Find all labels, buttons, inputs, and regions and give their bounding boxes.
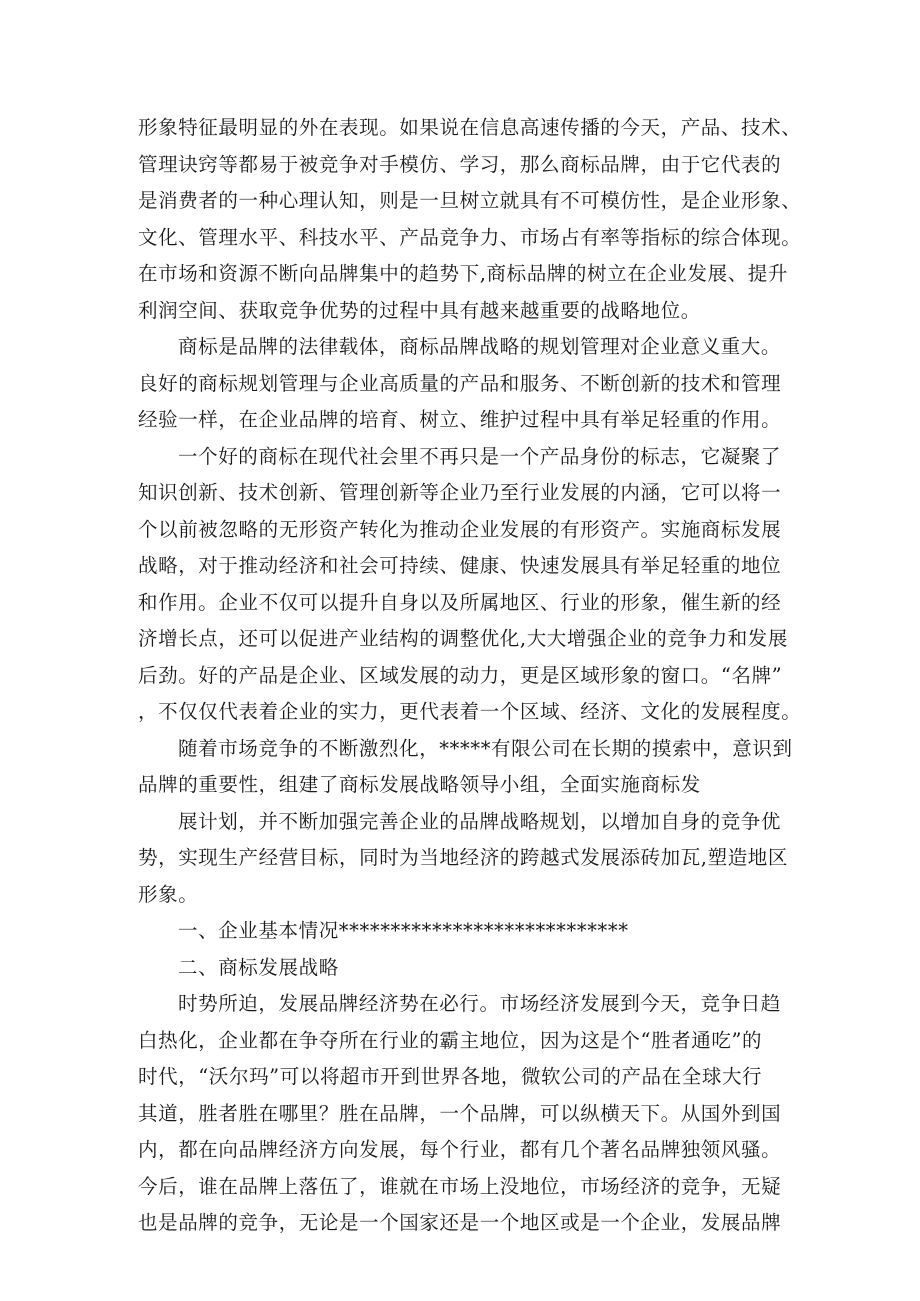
text-line: 利润空间、获取竞争优势的过程中具有越来越重要的战略地位。 xyxy=(138,298,701,322)
text-line: 战略，对于推动经济和社会可持续、健康、快速发展具有举足轻重的地位 xyxy=(138,554,782,577)
section-heading-company-info: 一、企业基本情况**************************** xyxy=(178,919,629,942)
text-line: 后劲。好的产品是企业、区域发展的动力，更是区域形象的窗口。“名牌” xyxy=(138,663,783,687)
text-line: 一个好的商标在现代社会里不再只是一个产品身份的标志，它凝聚了 xyxy=(178,444,782,468)
text-line: 今后，谁在品牌上落伍了，谁就在市场上没地位，市场经济的竞争，无疑 xyxy=(138,1174,782,1198)
text-line: 随着市场竞争的不断激烈化，*****有限公司在长期的摸索中，意识到 xyxy=(178,736,793,760)
text-line: 也是品牌的竞争，无论是一个国家还是一个地区或是一个企业，发展品牌 xyxy=(138,1211,782,1234)
paragraph-brand-image xyxy=(138,110,802,329)
paragraph-company-awareness xyxy=(138,731,798,804)
text-line: 形象。 xyxy=(138,882,199,906)
text-line: 经验一样，在企业品牌的培育、树立、维护过程中具有举足轻重的作用。 xyxy=(138,408,782,431)
text-line: 和作用。企业不仅可以提升自身以及所属地区、行业的形象，催生新的经 xyxy=(138,590,782,614)
text-line: 济增长点，还可以促进产业结构的调整优化,大大增强企业的竞争力和发展 xyxy=(138,627,788,650)
text-line: 商标是品牌的法律载体，商标品牌战略的规划管理对企业意义重大。 xyxy=(178,335,782,358)
text-line: 其道，胜者胜在哪里？胜在品牌，一个品牌，可以纵横天下。从国外到国 xyxy=(138,1101,782,1125)
text-line: 在市场和资源不断向品牌集中的趋势下,商标品牌的树立在企业发展、提升 xyxy=(138,262,788,285)
text-line: 文化、管理水平、科技水平、产品竞争力、市场占有率等指标的综合体现。 xyxy=(138,225,802,249)
text-line: 白热化，企业都在争夺所在行业的霸主地位，因为这是个“胜者通吃”的 xyxy=(138,1028,763,1052)
section-heading-trademark-strategy: 二、商标发展战略 xyxy=(178,955,339,979)
text-line: ，不仅仅代表着企业的实力，更代表着一个区域、经济、文化的发展程度。 xyxy=(138,700,802,723)
text-line: 品牌的重要性，组建了商标发展战略领导小组，全面实施商标发 xyxy=(138,773,701,796)
paragraph-brand-economy xyxy=(138,986,798,1242)
text-line: 内，都在向品牌经济方向发展，每个行业，都有几个著名品牌独领风骚。 xyxy=(138,1138,782,1161)
text-line: 管理诀窍等都易于被竞争对手模仿、学习，那么商标品牌，由于它代表的 xyxy=(138,152,782,176)
text-line: 知识创新、技术创新、管理创新等企业乃至行业发展的内涵，它可以将一 xyxy=(138,481,782,504)
paragraph-good-trademark xyxy=(138,439,802,731)
text-line: 个以前被忽略的无形资产转化为推动企业发展的有形资产。实施商标发展 xyxy=(138,517,782,541)
text-line: 势，实现生产经营目标，同时为当地经济的跨越式发展添砖加瓦,塑造地区 xyxy=(138,846,788,869)
text-line: 形象特征最明显的外在表现。如果说在信息高速传播的今天，产品、技术、 xyxy=(138,116,802,139)
text-line: 是消费者的一种心理认知，则是一旦树立就具有不可模仿性，是企业形象、 xyxy=(138,189,802,212)
text-line: 时势所迫，发展品牌经济势在必行。市场经济发展到今天，竞争日趋 xyxy=(178,992,782,1015)
paragraph-development-plan xyxy=(138,804,798,914)
paragraph-legal-carrier xyxy=(138,329,798,439)
text-line: 良好的商标规划管理与企业高质量的产品和服务、不断创新的技术和管理 xyxy=(138,371,782,395)
text-line: 展计划，并不断加强完善企业的品牌战略规划，以增加自身的竞争优 xyxy=(178,809,782,833)
document-body xyxy=(138,110,802,1242)
text-line: 时代，“沃尔玛”可以将超市开到世界各地，微软公司的产品在全球大行 xyxy=(138,1065,763,1088)
